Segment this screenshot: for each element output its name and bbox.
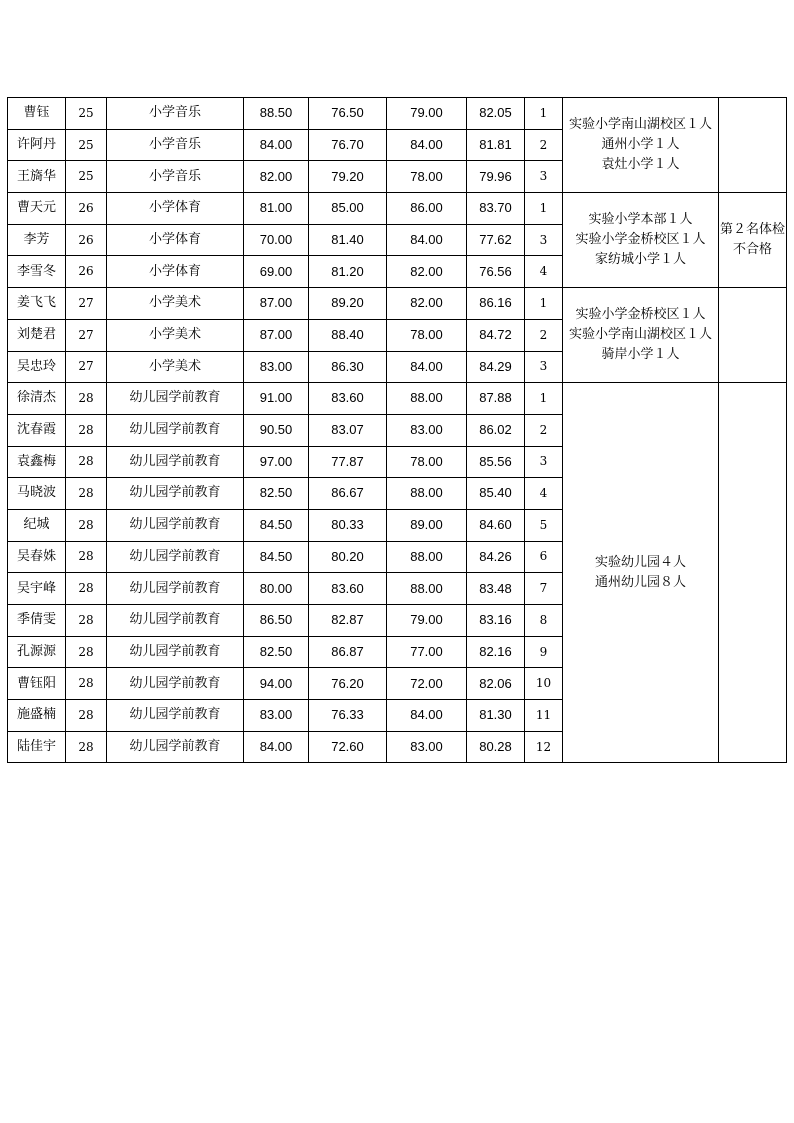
score-3: 89.00	[387, 509, 467, 541]
allocation-cell	[563, 98, 719, 193]
table-body	[8, 98, 787, 763]
score-2: 72.60	[309, 731, 387, 763]
post-code: 28	[66, 414, 107, 446]
post-code: 28	[66, 446, 107, 478]
subject: 小学美术	[107, 319, 244, 351]
score-3: 83.00	[387, 414, 467, 446]
total-score: 82.05	[467, 98, 525, 130]
rank: 4	[525, 256, 563, 288]
candidate-name: 吴春姝	[8, 541, 66, 573]
candidate-name: 姜飞飞	[8, 288, 66, 320]
table-row	[8, 383, 787, 415]
score-2: 85.00	[309, 193, 387, 225]
candidate-name: 曹钰	[8, 98, 66, 130]
score-2: 86.87	[309, 636, 387, 668]
total-score: 84.29	[467, 351, 525, 383]
remark-cell	[719, 98, 787, 193]
score-2: 89.20	[309, 288, 387, 320]
allocation-line: 实验小学金桥校区１人	[575, 232, 706, 248]
subject: 幼儿园学前教育	[107, 573, 244, 605]
score-2: 76.33	[309, 700, 387, 732]
total-score: 83.70	[467, 193, 525, 225]
score-3: 78.00	[387, 319, 467, 351]
subject: 小学音乐	[107, 161, 244, 193]
subject: 幼儿园学前教育	[107, 414, 244, 446]
score-1: 87.00	[244, 288, 309, 320]
post-code: 27	[66, 319, 107, 351]
post-code: 28	[66, 541, 107, 573]
candidate-name: 马晓波	[8, 478, 66, 510]
total-score: 81.81	[467, 129, 525, 161]
score-3: 84.00	[387, 129, 467, 161]
post-code: 28	[66, 509, 107, 541]
score-1: 84.50	[244, 509, 309, 541]
post-code: 27	[66, 288, 107, 320]
post-code: 28	[66, 383, 107, 415]
candidate-name: 刘楚君	[8, 319, 66, 351]
total-score: 84.26	[467, 541, 525, 573]
candidate-name: 李芳	[8, 224, 66, 256]
results-table	[7, 97, 787, 763]
rank: 3	[525, 224, 563, 256]
subject: 小学美术	[107, 288, 244, 320]
allocation-cell	[563, 288, 719, 383]
post-code: 27	[66, 351, 107, 383]
subject: 幼儿园学前教育	[107, 636, 244, 668]
allocation-line: 骑岸小学１人	[601, 347, 680, 363]
remark-cell	[719, 288, 787, 383]
total-score: 76.56	[467, 256, 525, 288]
candidate-name: 吴宇峰	[8, 573, 66, 605]
score-3: 78.00	[387, 161, 467, 193]
score-1: 84.00	[244, 731, 309, 763]
post-code: 26	[66, 193, 107, 225]
rank: 1	[525, 288, 563, 320]
allocation-cell	[563, 383, 719, 763]
post-code: 28	[66, 700, 107, 732]
candidate-name: 曹天元	[8, 193, 66, 225]
candidate-name: 徐清杰	[8, 383, 66, 415]
allocation-line: 实验小学南山湖校区１人	[568, 327, 712, 343]
score-3: 84.00	[387, 224, 467, 256]
total-score: 81.30	[467, 700, 525, 732]
allocation-line: 实验小学本部１人	[588, 212, 693, 228]
score-1: 82.50	[244, 636, 309, 668]
rank: 2	[525, 129, 563, 161]
rank: 7	[525, 573, 563, 605]
post-code: 28	[66, 668, 107, 700]
score-2: 88.40	[309, 319, 387, 351]
remark-cell: 第２名体检不合格	[719, 193, 787, 288]
post-code: 28	[66, 605, 107, 637]
score-2: 81.40	[309, 224, 387, 256]
post-code: 25	[66, 98, 107, 130]
rank: 1	[525, 193, 563, 225]
score-3: 88.00	[387, 478, 467, 510]
total-score: 82.06	[467, 668, 525, 700]
score-3: 72.00	[387, 668, 467, 700]
score-1: 83.00	[244, 351, 309, 383]
score-3: 77.00	[387, 636, 467, 668]
score-3: 79.00	[387, 605, 467, 637]
rank: 3	[525, 446, 563, 478]
total-score: 77.62	[467, 224, 525, 256]
total-score: 83.16	[467, 605, 525, 637]
score-2: 77.87	[309, 446, 387, 478]
score-3: 78.00	[387, 446, 467, 478]
total-score: 85.56	[467, 446, 525, 478]
total-score: 84.72	[467, 319, 525, 351]
rank: 9	[525, 636, 563, 668]
score-2: 86.30	[309, 351, 387, 383]
post-code: 26	[66, 256, 107, 288]
subject: 幼儿园学前教育	[107, 731, 244, 763]
subject: 幼儿园学前教育	[107, 668, 244, 700]
candidate-name: 陆佳宇	[8, 731, 66, 763]
candidate-name: 施盛楠	[8, 700, 66, 732]
score-3: 84.00	[387, 351, 467, 383]
subject: 幼儿园学前教育	[107, 383, 244, 415]
score-1: 82.00	[244, 161, 309, 193]
candidate-name: 吴忠玲	[8, 351, 66, 383]
table-row	[8, 288, 787, 320]
score-1: 86.50	[244, 605, 309, 637]
score-1: 87.00	[244, 319, 309, 351]
score-1: 91.00	[244, 383, 309, 415]
rank: 3	[525, 351, 563, 383]
post-code: 28	[66, 636, 107, 668]
score-3: 88.00	[387, 541, 467, 573]
score-3: 88.00	[387, 383, 467, 415]
score-3: 82.00	[387, 288, 467, 320]
score-1: 90.50	[244, 414, 309, 446]
candidate-name: 李雪冬	[8, 256, 66, 288]
score-2: 76.70	[309, 129, 387, 161]
rank: 10	[525, 668, 563, 700]
score-2: 80.33	[309, 509, 387, 541]
score-1: 84.00	[244, 129, 309, 161]
score-3: 88.00	[387, 573, 467, 605]
score-2: 76.20	[309, 668, 387, 700]
allocation-line: 实验小学金桥校区１人	[575, 307, 706, 323]
allocation-line: 家纺城小学１人	[594, 252, 686, 268]
score-2: 79.20	[309, 161, 387, 193]
rank: 11	[525, 700, 563, 732]
candidate-name: 季倩雯	[8, 605, 66, 637]
total-score: 86.02	[467, 414, 525, 446]
allocation-line: 通州小学１人	[601, 137, 680, 153]
score-3: 83.00	[387, 731, 467, 763]
rank: 5	[525, 509, 563, 541]
candidate-name: 王旖华	[8, 161, 66, 193]
score-1: 83.00	[244, 700, 309, 732]
candidate-name: 孔源源	[8, 636, 66, 668]
score-1: 70.00	[244, 224, 309, 256]
total-score: 82.16	[467, 636, 525, 668]
rank: 8	[525, 605, 563, 637]
post-code: 25	[66, 129, 107, 161]
total-score: 87.88	[467, 383, 525, 415]
score-2: 81.20	[309, 256, 387, 288]
subject: 小学体育	[107, 256, 244, 288]
score-2: 80.20	[309, 541, 387, 573]
candidate-name: 袁鑫梅	[8, 446, 66, 478]
allocation-line: 袁灶小学１人	[601, 157, 680, 173]
rank: 4	[525, 478, 563, 510]
total-score: 85.40	[467, 478, 525, 510]
score-1: 69.00	[244, 256, 309, 288]
score-2: 83.60	[309, 573, 387, 605]
subject: 幼儿园学前教育	[107, 605, 244, 637]
table-row	[8, 98, 787, 130]
score-1: 80.00	[244, 573, 309, 605]
candidate-name: 许阿丹	[8, 129, 66, 161]
post-code: 28	[66, 573, 107, 605]
subject: 小学音乐	[107, 129, 244, 161]
post-code: 28	[66, 478, 107, 510]
candidate-name: 曹钰阳	[8, 668, 66, 700]
post-code: 26	[66, 224, 107, 256]
score-3: 79.00	[387, 98, 467, 130]
subject: 小学美术	[107, 351, 244, 383]
remark-cell	[719, 383, 787, 763]
score-3: 84.00	[387, 700, 467, 732]
total-score: 79.96	[467, 161, 525, 193]
score-1: 84.50	[244, 541, 309, 573]
subject: 幼儿园学前教育	[107, 541, 244, 573]
allocation-cell	[563, 193, 719, 288]
subject: 小学体育	[107, 193, 244, 225]
candidate-name: 纪城	[8, 509, 66, 541]
allocation-line: 实验幼儿园４人	[594, 554, 686, 570]
subject: 幼儿园学前教育	[107, 478, 244, 510]
total-score: 84.60	[467, 509, 525, 541]
rank: 3	[525, 161, 563, 193]
subject: 小学音乐	[107, 98, 244, 130]
rank: 2	[525, 319, 563, 351]
score-1: 88.50	[244, 98, 309, 130]
post-code: 25	[66, 161, 107, 193]
post-code: 28	[66, 731, 107, 763]
total-score: 80.28	[467, 731, 525, 763]
score-2: 76.50	[309, 98, 387, 130]
score-1: 81.00	[244, 193, 309, 225]
rank: 1	[525, 383, 563, 415]
total-score: 83.48	[467, 573, 525, 605]
rank: 2	[525, 414, 563, 446]
score-2: 86.67	[309, 478, 387, 510]
rank: 6	[525, 541, 563, 573]
table-row	[8, 193, 787, 225]
score-1: 82.50	[244, 478, 309, 510]
score-1: 94.00	[244, 668, 309, 700]
score-3: 82.00	[387, 256, 467, 288]
rank: 1	[525, 98, 563, 130]
score-2: 83.07	[309, 414, 387, 446]
rank: 12	[525, 731, 563, 763]
score-2: 83.60	[309, 383, 387, 415]
score-3: 86.00	[387, 193, 467, 225]
total-score: 86.16	[467, 288, 525, 320]
subject: 幼儿园学前教育	[107, 509, 244, 541]
allocation-line: 实验小学南山湖校区１人	[568, 117, 712, 133]
subject: 小学体育	[107, 224, 244, 256]
subject: 幼儿园学前教育	[107, 446, 244, 478]
score-1: 97.00	[244, 446, 309, 478]
allocation-line: 通州幼儿园８人	[594, 574, 686, 590]
score-2: 82.87	[309, 605, 387, 637]
subject: 幼儿园学前教育	[107, 700, 244, 732]
candidate-name: 沈春霞	[8, 414, 66, 446]
